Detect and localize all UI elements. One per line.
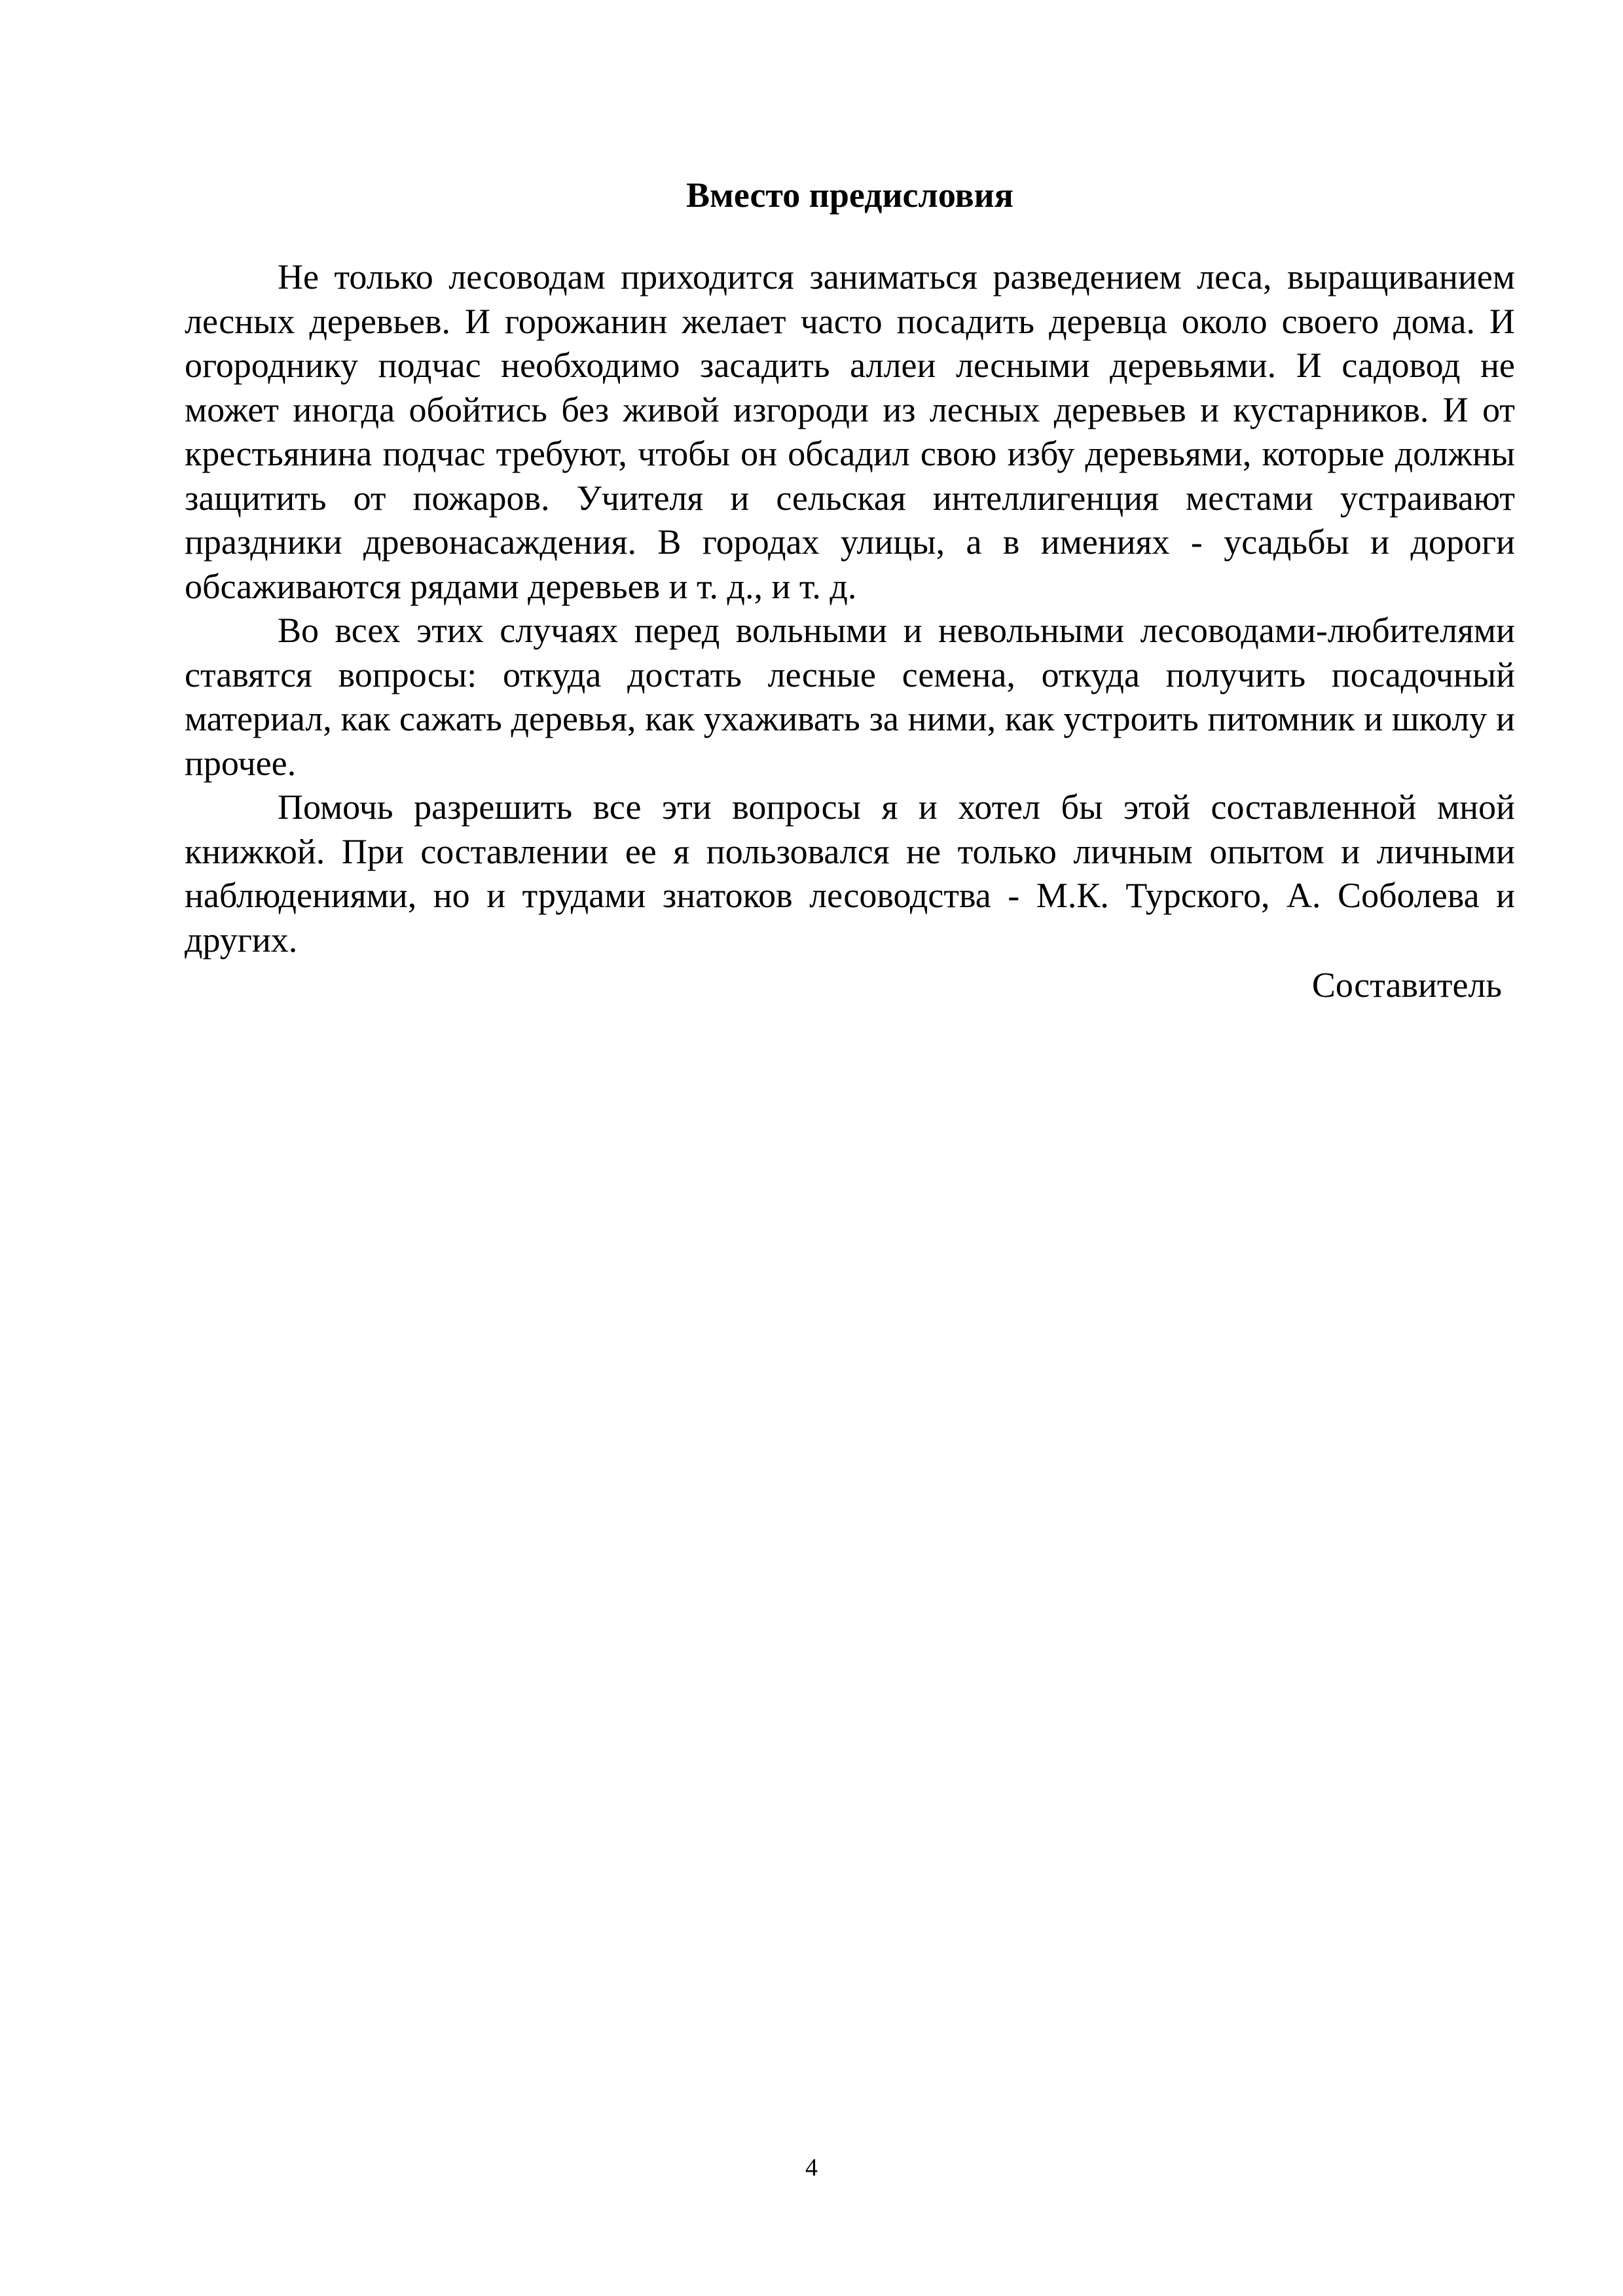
paragraph-1: Не только лесоводам приходится заниматься разведением леса, выращиванием лесных деревьев. И горожанин желает часто посадить деревца около своего дома. И огороднику подчас необходимо засадить аллеи лесными деревьями. И садовод не может иногда обойтись без живой изгороди из лесных деревьев и кустарников. И от крестьянина подчас требуют, чтобы он обсадил свою избу деревьями, которые должны защитить от пожаров. Учителя и сельская интеллигенция местами устраивают праздники древонасаждения. В городах улицы, а в имениях - усадьбы и дороги обсаживаются рядами деревьев и т. д., и т. д. bbox=[185, 257, 1515, 606]
paragraph-3: Помочь разрешить все эти вопросы я и хотел бы этой составленной мной книжкой. При составлении ее я пользовался не только личным опытом и личными наблюдениями, но и трудами знатоков лесоводства - М.К. Турского, А. Соболева и других. bbox=[185, 787, 1515, 960]
page-content bbox=[185, 169, 1515, 1008]
body-text bbox=[185, 255, 1515, 962]
paragraph-2: Во всех этих случаях перед вольными и невольными лесоводами-любителями ставятся вопросы: откуда достать лесные семена, откуда получить посадочный материал, как сажать деревья, как ухаживать за ними, как устроить питомник и школу и прочее. bbox=[185, 611, 1515, 783]
page-number: 4 bbox=[805, 2154, 818, 2181]
author-signature: Составитель bbox=[1311, 965, 1502, 1005]
section-heading: Вместо предисловия bbox=[686, 175, 1013, 215]
